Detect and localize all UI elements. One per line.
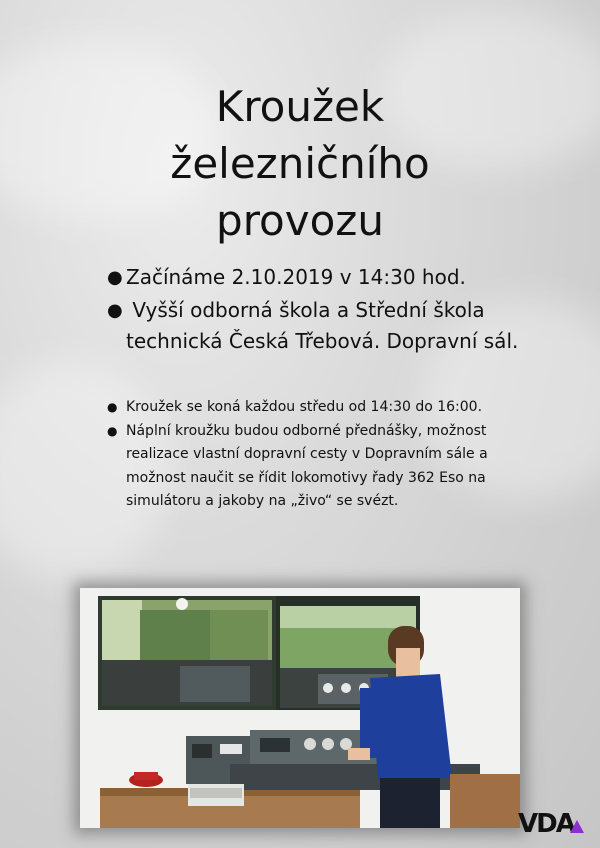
svg-text:VDA: VDA [518, 809, 574, 836]
title-line-1: Kroužek [215, 82, 385, 131]
simulator-screen-left [98, 596, 276, 710]
bullet-dot: ● [107, 423, 118, 438]
main-points-list [104, 262, 544, 359]
detail-points-list [104, 396, 544, 514]
vda-logo [518, 806, 590, 836]
title-line-3: provozu [216, 196, 384, 245]
detail-point-schedule [104, 396, 544, 420]
main-point-text: Začínáme 2.10.2019 v 14:30 hod. [126, 265, 466, 289]
bullet-dot: ● [107, 400, 118, 414]
title-line-2: železničního [170, 139, 430, 188]
main-point-school [104, 295, 544, 357]
detail-point-text: Kroužek se koná každou středu od 14:30 do 16:00. [126, 399, 483, 415]
poster-title [0, 78, 600, 249]
detail-point-text: Náplní kroužku budou odborné přednášky, možnost realizace vlastní dopravní cesty v Dopravním sále a možnost naučit se řídit lokomotivy řady 362 Eso na simulátoru a jakoby na „živo“ se svézt. [126, 422, 488, 509]
main-point-date [104, 262, 544, 293]
simulator-photo [80, 588, 520, 828]
bullet-dot: ● [107, 300, 123, 321]
bullet-dot: ● [107, 267, 123, 288]
detail-point-content [104, 420, 544, 514]
simulator-photo-illustration [80, 588, 520, 828]
main-point-text: Vyšší odborná škola a Střední škola technická Česká Třebová. Dopravní sál. [126, 298, 519, 353]
